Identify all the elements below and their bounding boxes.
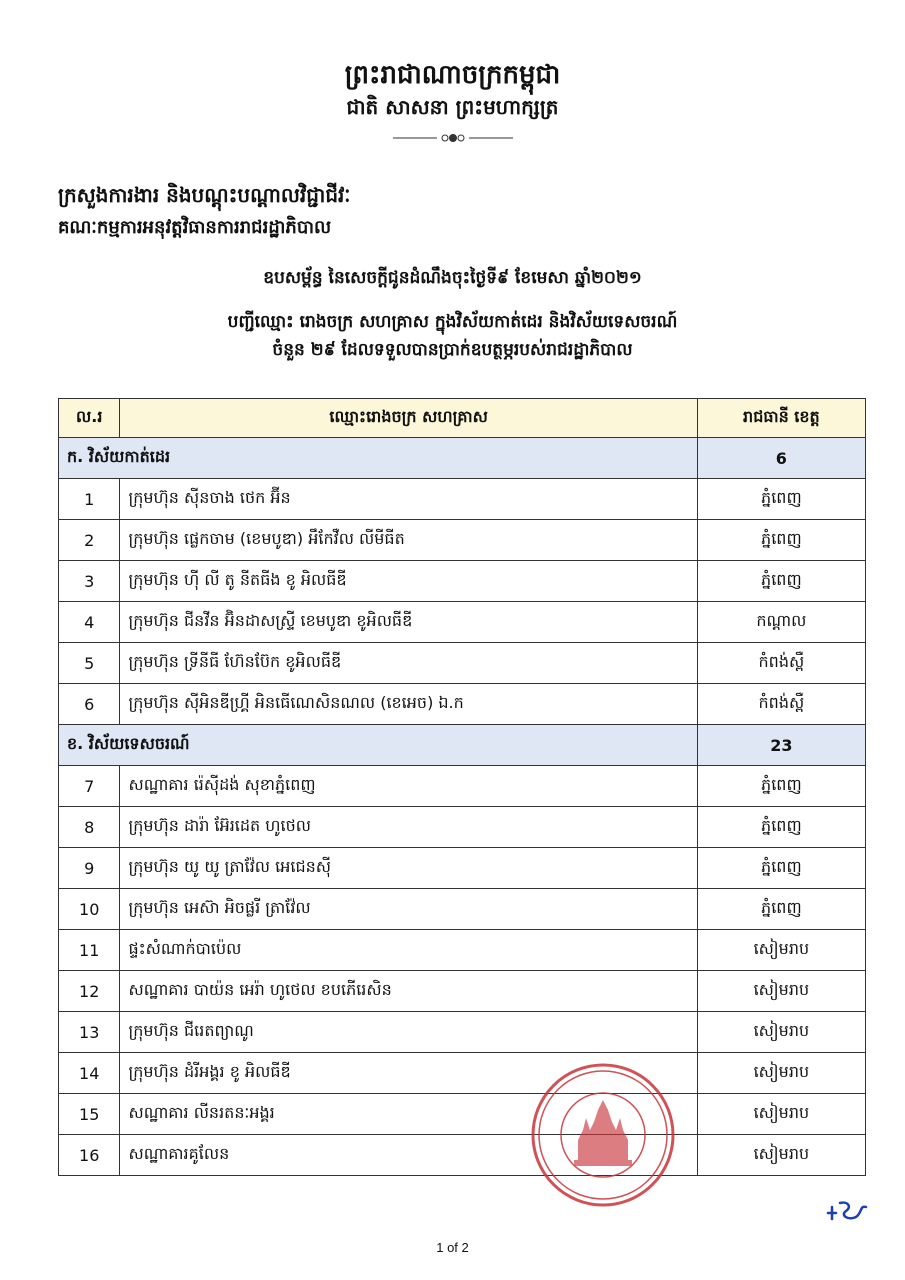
- row-no: 4: [59, 602, 120, 643]
- document-header: [0, 58, 905, 152]
- row-province: ភ្នំពេញ: [697, 520, 865, 561]
- row-name: ក្រុមហ៊ុន ស៊ីអិនឌីហ្គ្រី អិនធើណេសិនណល (ខេអេច) ឯ.ក: [120, 684, 697, 725]
- row-name: ក្រុមហ៊ុន អេស៊ា អិចផ្លរី ត្រាវ៉ែល: [120, 889, 697, 930]
- document-titles: [0, 258, 905, 364]
- row-province: ភ្នំពេញ: [697, 561, 865, 602]
- page-number: 1 of 2: [436, 1240, 469, 1255]
- list-title: បញ្ជីឈ្មោះ រោងចក្រ សហគ្រាស ក្នុងវិស័យកាត់ដេរ និងវិស័យទេសចរណ៍: [227, 312, 678, 332]
- row-name: ក្រុមហ៊ុន ដំរីអង្គរ ខូ អិលធីឌី: [120, 1053, 697, 1094]
- row-province: សៀមរាប: [697, 1094, 865, 1135]
- row-no: 3: [59, 561, 120, 602]
- row-name: ក្រុមហ៊ុន ផ្លេកចាម (ខេមបូឌា) អឹកែវឺល លីមីធីត: [120, 520, 697, 561]
- row-name: សណ្ឋាគារ លីនរតនៈអង្គរ: [120, 1094, 697, 1135]
- row-no: 1: [59, 479, 120, 520]
- sector-name: ក. វិស័យកាត់ដេរ: [59, 438, 698, 479]
- row-province: ភ្នំពេញ: [697, 766, 865, 807]
- ministry-name: ក្រសួងការងារ និងបណ្តុះបណ្តាលវិជ្ជាជីវៈ: [58, 183, 351, 207]
- table-row: [59, 766, 866, 807]
- row-province: កណ្តាល: [697, 602, 865, 643]
- row-name: សណ្ឋាគារ រ៉េស៊ីដង់ សុខាភ្នំពេញ: [120, 766, 697, 807]
- row-no: 10: [59, 889, 120, 930]
- sector-row-garment: [59, 438, 866, 479]
- sector-count: 23: [697, 725, 865, 766]
- row-name: ផ្ទះសំណាក់បាប៉េល: [120, 930, 697, 971]
- row-no: 14: [59, 1053, 120, 1094]
- table-row: [59, 1053, 866, 1094]
- row-name: ក្រុមហ៊ុន ទ្រីនីធី ហ៊ែនប៊ែក ខូអិលធីឌី: [120, 643, 697, 684]
- table-header-row: [59, 399, 866, 438]
- official-seal-icon: [528, 1060, 678, 1210]
- table-row: [59, 684, 866, 725]
- table-row: [59, 930, 866, 971]
- table-row: [59, 807, 866, 848]
- row-name: សណ្ឋាគារ បាយ៉ន អេរ៉ា ហូថេល ខបភើរេសិន: [120, 971, 697, 1012]
- header-province: រាជធានី ខេត្ត: [697, 399, 865, 438]
- row-no: 6: [59, 684, 120, 725]
- row-name: សណ្ឋាគារគូលែន: [120, 1135, 697, 1176]
- table-row: [59, 889, 866, 930]
- row-province: ភ្នំពេញ: [697, 479, 865, 520]
- kingdom-title: ព្រះរាជាណាចក្រកម្ពុជា: [344, 60, 561, 90]
- table-row: [59, 643, 866, 684]
- row-no: 5: [59, 643, 120, 684]
- row-name: ក្រុមហ៊ុន ហ៊ី លី តូ នីតធីង ខូ អិលធីឌី: [120, 561, 697, 602]
- row-province: សៀមរាប: [697, 930, 865, 971]
- row-name: ក្រុមហ៊ុន ស៊ីនចាង ថេក អ៊ីន: [120, 479, 697, 520]
- national-motto: ជាតិ សាសនា ព្រះមហាក្សត្រ: [346, 95, 559, 119]
- signature-mark-icon: [822, 1195, 872, 1227]
- table-row: [59, 1094, 866, 1135]
- sector-name: ខ. វិស័យទេសចរណ៍: [59, 725, 698, 766]
- committee-name: គណៈកម្មការអនុវត្តវិធានការរាជរដ្ឋាភិបាល: [58, 217, 332, 238]
- row-province: សៀមរាប: [697, 1012, 865, 1053]
- row-name: ក្រុមហ៊ុន យូ យូ ត្រាវ៉ែល អេជេនស៊ី: [120, 848, 697, 889]
- row-no: 11: [59, 930, 120, 971]
- row-province: សៀមរាប: [697, 1135, 865, 1176]
- sector-row-tourism: [59, 725, 866, 766]
- table-row: [59, 971, 866, 1012]
- row-no: 9: [59, 848, 120, 889]
- row-province: កំពង់ស្ពឺ: [697, 684, 865, 725]
- table-row: [59, 602, 866, 643]
- row-no: 7: [59, 766, 120, 807]
- header-name: ឈ្មោះរោងចក្រ សហគ្រាស: [120, 399, 697, 438]
- row-province: សៀមរាប: [697, 971, 865, 1012]
- row-name: ក្រុមហ៊ុន ដារ៉ា អ៊ែរដេត ហូថេល: [120, 807, 697, 848]
- row-province: សៀមរាប: [697, 1053, 865, 1094]
- enterprise-table: [58, 398, 866, 1176]
- row-no: 2: [59, 520, 120, 561]
- row-province: ភ្នំពេញ: [697, 848, 865, 889]
- table-row: [59, 479, 866, 520]
- row-province: ភ្នំពេញ: [697, 807, 865, 848]
- row-no: 16: [59, 1135, 120, 1176]
- row-name: ក្រុមហ៊ុន ជីរេតព្យាណូ: [120, 1012, 697, 1053]
- table-row: [59, 561, 866, 602]
- row-no: 8: [59, 807, 120, 848]
- row-no: 13: [59, 1012, 120, 1053]
- table-row: [59, 520, 866, 561]
- annex-title: ឧបសម្ព័ន្ធ នៃសេចក្តីជូនដំណឹងចុះថ្ងៃទី៩ ខែមេសា ឆ្នាំ២០២១: [263, 268, 642, 288]
- list-subtitle: ចំនួន ២៩ ដែលទទួលបានប្រាក់ឧបត្ថម្ភរបស់រាជរដ្ឋាភិបាល: [272, 340, 633, 360]
- row-province: កំពង់ស្ពឺ: [697, 643, 865, 684]
- row-no: 15: [59, 1094, 120, 1135]
- header-no: ល.រ: [59, 399, 120, 438]
- row-no: 12: [59, 971, 120, 1012]
- table-row: [59, 848, 866, 889]
- table-row: [59, 1135, 866, 1176]
- row-name: ក្រុមហ៊ុន ជីនវីន អ៊ិនដាសស្ទ្រី ខេមបូឌា ខូអិលធីឌី: [120, 602, 697, 643]
- row-province: ភ្នំពេញ: [697, 889, 865, 930]
- sector-count: 6: [697, 438, 865, 479]
- ornament-divider-icon: [393, 128, 513, 148]
- table-row: [59, 1012, 866, 1053]
